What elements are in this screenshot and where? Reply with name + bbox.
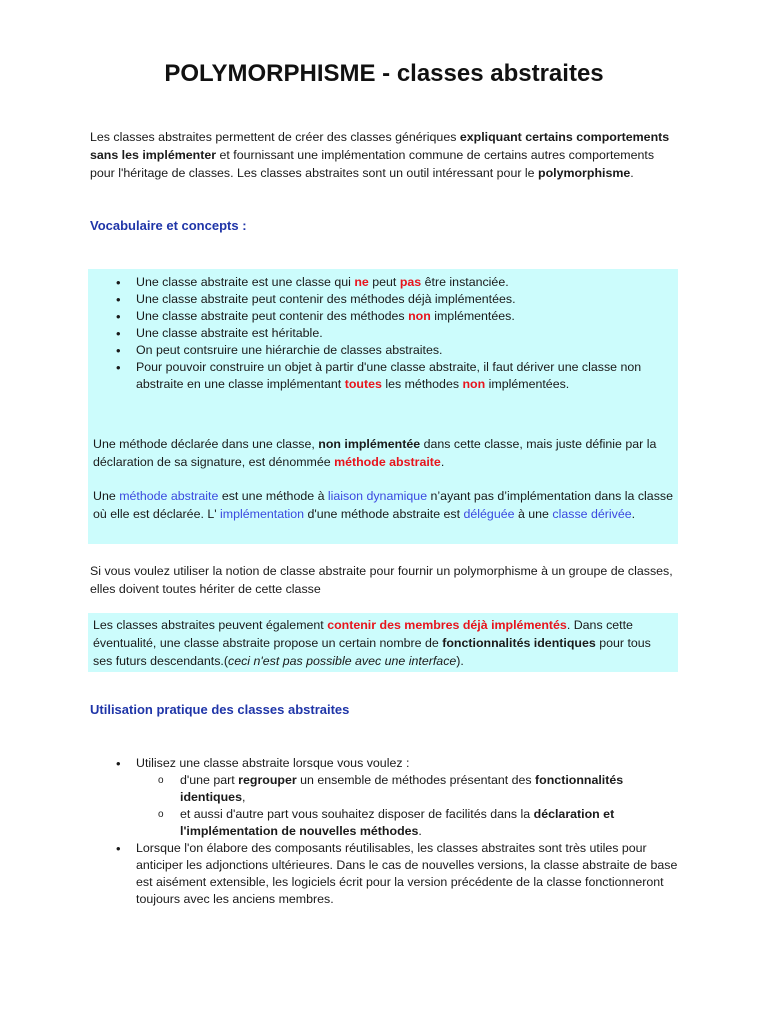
implemented-members-text: Les classes abstraites peuvent également contenir des membres déjà implémentés. Dans cette éventualité, une classe abstraite propose un certain nombre de fonctionnalités identiques pour tous ses futurs descendants.(ceci n'est pas possible avec une interface). bbox=[93, 618, 651, 668]
intro-text: Les classes abstraites permettent de créer des classes génériques bbox=[90, 130, 460, 144]
list-item: • Lorsque l'on élabore des composants réutilisables, les classes abstraites sont très utiles pour anticiper les adjonctions ultérieures. Dans le cas de nouvelles versions, la classe abstraite de base est aisément extensible, les logiciels écrit pour la version précédente de la classe fonctionneront toujours avec les anciens membres. bbox=[88, 840, 678, 908]
intro-paragraph bbox=[90, 128, 680, 182]
list-item: • Une classe abstraite est héritable. bbox=[88, 325, 678, 342]
sub-list-item: o et aussi d'autre part vous souhaitez disposer de facilités dans la déclaration et l'implémentation de nouvelles méthodes. bbox=[88, 806, 678, 840]
link-deleguee[interactable]: déléguée bbox=[463, 507, 515, 521]
section-heading-vocabulary: Vocabulaire et concepts : bbox=[90, 218, 247, 233]
page-title: POLYMORPHISME - classes abstraites bbox=[164, 60, 604, 87]
list-item: • Une classe abstraite peut contenir des méthodes déjà implémentées. bbox=[88, 291, 678, 308]
intro-text: et fournissant une implémentation commune de certains autres comportements pour l'héritage de classes. Les classes abstraites sont un outil intéressant pour le bbox=[90, 148, 655, 180]
link-liaison-dynamique[interactable]: liaison dynamique bbox=[327, 489, 428, 503]
intro-bold: expliquant certains comportements sans les implémenter bbox=[90, 130, 670, 162]
link-implementation[interactable]: implémentation bbox=[220, 507, 305, 521]
link-classe-derivee[interactable]: classe dérivée bbox=[552, 507, 632, 521]
intro-bold: polymorphisme bbox=[538, 166, 631, 180]
usage-list bbox=[88, 755, 678, 908]
list-item: • Pour pouvoir construire un objet à partir d'une classe abstraite, il faut dériver une classe non abstraite en une classe implémentant toutes les méthodes non implémentées. bbox=[88, 359, 678, 393]
sub-list-item: o d'une part regrouper un ensemble de méthodes présentant des fonctionnalités identiques, bbox=[88, 772, 678, 806]
concepts-list bbox=[88, 274, 678, 393]
abstract-method-definition: Une méthode déclarée dans une classe, non implémentée dans cette classe, mais juste définie par la déclaration de sa signature, est dénommée méthode abstraite. bbox=[93, 437, 657, 469]
link-methode-abstraite[interactable]: méthode abstraite bbox=[119, 489, 219, 503]
polymorphism-paragraph: Si vous voulez utiliser la notion de classe abstraite pour fournir un polymorphisme à un groupe de classes, elles doivent toutes hériter de cette classe bbox=[90, 564, 673, 596]
list-item: • Une classe abstraite peut contenir des méthodes non implémentées. bbox=[88, 308, 678, 325]
list-item: • On peut contsruire une hiérarchie de classes abstraites. bbox=[88, 342, 678, 359]
list-item: • Utilisez une classe abstraite lorsque vous voulez : bbox=[88, 755, 678, 772]
concepts-box bbox=[88, 269, 678, 544]
intro-text: . bbox=[630, 166, 634, 180]
section-heading-usage: Utilisation pratique des classes abstraites bbox=[90, 702, 350, 717]
abstract-method-description: Une méthode abstraite est une méthode à liaison dynamique n’ayant pas d’implémentation dans la classe où elle est déclarée. L' implémentation d'une méthode abstraite est déléguée à une classe dérivée. bbox=[93, 489, 673, 521]
list-item: • Une classe abstraite est une classe qui ne peut pas être instanciée. bbox=[88, 274, 678, 291]
implemented-members-box bbox=[88, 613, 678, 672]
